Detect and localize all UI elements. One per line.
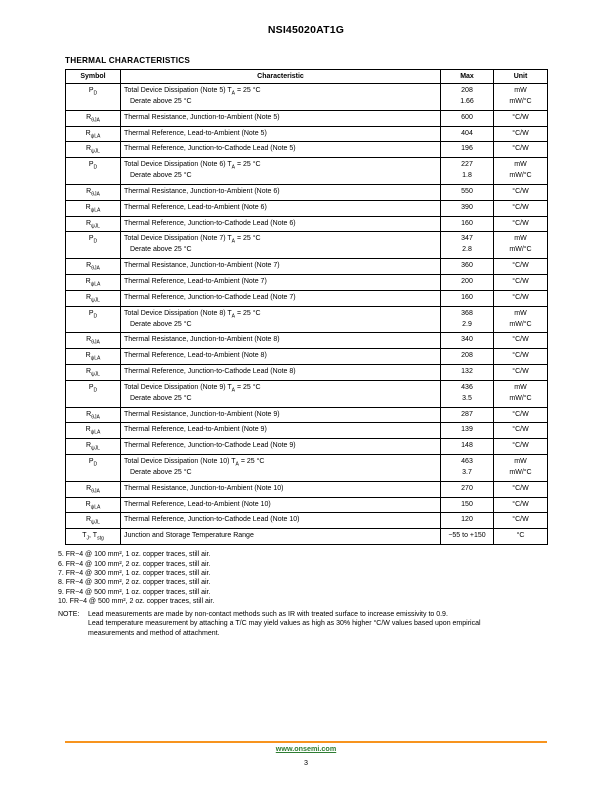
symbol-cell: $R_{\theta JA}$	[66, 259, 121, 275]
symbol-cell: $R_{\psi LA}$	[66, 349, 121, 365]
table-row	[66, 232, 548, 259]
symbol-cell: $P_D$	[66, 84, 121, 111]
table-row	[66, 333, 548, 349]
col-header-symbol: Symbol	[66, 70, 121, 84]
characteristic-cell: Thermal Resistance, Junction-to-Ambient (Note 10)	[121, 481, 441, 497]
symbol-cell: $R_{\theta JA}$	[66, 407, 121, 423]
table-row	[66, 200, 548, 216]
max-cell: 340	[441, 333, 494, 349]
symbol-cell: $R_{\psi JL}$	[66, 365, 121, 381]
characteristic-cell: Junction and Storage Temperature Range	[121, 529, 441, 545]
note-line: measurements and method of attachment.	[88, 629, 220, 637]
characteristic-cell: Total Device Dissipation (Note 7) $T_A = 25$ °C Derate above 25 °C	[121, 232, 441, 259]
characteristic-cell: Thermal Resistance, Junction-to-Ambient (Note 7)	[121, 259, 441, 275]
footnotes	[58, 550, 612, 607]
max-cell: 227 1.8	[441, 158, 494, 185]
max-cell: 270	[441, 481, 494, 497]
unit-cell: mW mW/°C	[494, 158, 548, 185]
characteristic-cell: Thermal Resistance, Junction-to-Ambient (Note 9)	[121, 407, 441, 423]
table-row	[66, 274, 548, 290]
table-row	[66, 216, 548, 232]
symbol-cell: $R_{\psi JL}$	[66, 142, 121, 158]
col-header-max: Max	[441, 70, 494, 84]
unit-cell: °C/W	[494, 333, 548, 349]
unit-cell: °C/W	[494, 142, 548, 158]
symbol-cell: $P_D$	[66, 455, 121, 482]
characteristic-cell: Thermal Reference, Lead-to-Ambient (Note 10)	[121, 497, 441, 513]
unit-cell: °C/W	[494, 349, 548, 365]
table-row	[66, 380, 548, 407]
characteristic-cell: Thermal Reference, Lead-to-Ambient (Note 6)	[121, 200, 441, 216]
table-row	[66, 110, 548, 126]
max-cell: 150	[441, 497, 494, 513]
unit-cell: °C/W	[494, 513, 548, 529]
symbol-cell: $P_D$	[66, 380, 121, 407]
max-cell: 208 1.66	[441, 84, 494, 111]
footer-website	[0, 738, 612, 756]
characteristic-cell: Total Device Dissipation (Note 10) $T_A = 25$ °C Derate above 25 °C	[121, 455, 441, 482]
unit-cell: °C/W	[494, 259, 548, 275]
note-label: NOTE:	[58, 610, 80, 618]
table-row	[66, 497, 548, 513]
max-cell: 196	[441, 142, 494, 158]
characteristic-cell: Thermal Reference, Junction-to-Cathode Lead (Note 8)	[121, 365, 441, 381]
characteristic-cell: Thermal Reference, Lead-to-Ambient (Note 7)	[121, 274, 441, 290]
table-row	[66, 158, 548, 185]
max-cell: 120	[441, 513, 494, 529]
footnote: 7. FR−4 @ 300 mm², 1 oz. copper traces, still air.	[58, 570, 211, 578]
unit-cell: mW mW/°C	[494, 84, 548, 111]
note-block	[58, 610, 550, 638]
symbol-cell: $R_{\psi JL}$	[66, 290, 121, 306]
unit-cell: °C/W	[494, 439, 548, 455]
characteristic-cell: Thermal Reference, Junction-to-Cathode Lead (Note 9)	[121, 439, 441, 455]
section-title: THERMAL CHARACTERISTICS	[65, 56, 190, 65]
table-row	[66, 529, 548, 545]
symbol-cell: $R_{\psi LA}$	[66, 126, 121, 142]
table-row	[66, 259, 548, 275]
col-header-unit: Unit	[494, 70, 548, 84]
symbol-cell: $R_{\theta JA}$	[66, 481, 121, 497]
symbol-cell: $R_{\theta JA}$	[66, 184, 121, 200]
max-cell: −55 to +150	[441, 529, 494, 545]
max-cell: 404	[441, 126, 494, 142]
unit-cell: °C/W	[494, 290, 548, 306]
symbol-cell: $R_{\psi LA}$	[66, 274, 121, 290]
table-row	[66, 184, 548, 200]
note-lines	[88, 610, 550, 638]
characteristic-cell: Thermal Reference, Junction-to-Cathode Lead (Note 5)	[121, 142, 441, 158]
max-cell: 360	[441, 259, 494, 275]
unit-cell: °C/W	[494, 365, 548, 381]
max-cell: 347 2.8	[441, 232, 494, 259]
table-row	[66, 142, 548, 158]
footnote: 5. FR−4 @ 100 mm², 1 oz. copper traces, still air.	[58, 551, 211, 559]
footnote: 10. FR−4 @ 500 mm², 2 oz. copper traces, still air.	[58, 598, 215, 606]
characteristic-cell: Total Device Dissipation (Note 9) $T_A = 25$ °C Derate above 25 °C	[121, 380, 441, 407]
max-cell: 148	[441, 439, 494, 455]
max-cell: 600	[441, 110, 494, 126]
table-row	[66, 126, 548, 142]
unit-cell: °C/W	[494, 274, 548, 290]
website-link[interactable]: www.onsemi.com	[275, 744, 337, 753]
characteristic-cell: Thermal Reference, Lead-to-Ambient (Note 9)	[121, 423, 441, 439]
table-row	[66, 349, 548, 365]
page-number: 3	[304, 758, 308, 767]
table-row	[66, 407, 548, 423]
unit-cell: °C	[494, 529, 548, 545]
max-cell: 208	[441, 349, 494, 365]
footnote: 6. FR−4 @ 100 mm², 2 oz. copper traces, still air.	[58, 560, 211, 568]
table-row	[66, 290, 548, 306]
symbol-cell: $P_D$	[66, 232, 121, 259]
characteristic-cell: Thermal Reference, Lead-to-Ambient (Note 8)	[121, 349, 441, 365]
symbol-cell: $R_{\psi JL}$	[66, 513, 121, 529]
characteristic-cell: Thermal Reference, Lead-to-Ambient (Note 5)	[121, 126, 441, 142]
table-row	[66, 455, 548, 482]
max-cell: 368 2.9	[441, 306, 494, 333]
table-row	[66, 439, 548, 455]
table-row	[66, 306, 548, 333]
thermal-table-body	[66, 84, 548, 545]
symbol-cell: $P_D$	[66, 306, 121, 333]
characteristic-cell: Total Device Dissipation (Note 5) $T_A = 25$ °C Derate above 25 °C	[121, 84, 441, 111]
unit-cell: °C/W	[494, 423, 548, 439]
symbol-cell: $R_{\theta JA}$	[66, 110, 121, 126]
unit-cell: mW mW/°C	[494, 455, 548, 482]
col-header-characteristic: Characteristic	[121, 70, 441, 84]
table-row	[66, 365, 548, 381]
characteristic-cell: Thermal Resistance, Junction-to-Ambient (Note 6)	[121, 184, 441, 200]
max-cell: 139	[441, 423, 494, 439]
unit-cell: °C/W	[494, 110, 548, 126]
symbol-cell: $T_J$, $T_{stg}$	[66, 529, 121, 545]
symbol-cell: $R_{\psi JL}$	[66, 216, 121, 232]
note-line: Lead measurements are made by non-contact methods such as IR with treated surface to increase emissivity to 0.9.	[88, 610, 448, 618]
unit-cell: °C/W	[494, 481, 548, 497]
max-cell: 287	[441, 407, 494, 423]
max-cell: 160	[441, 290, 494, 306]
characteristic-cell: Thermal Resistance, Junction-to-Ambient (Note 8)	[121, 333, 441, 349]
unit-cell: mW mW/°C	[494, 232, 548, 259]
table-header-row	[66, 70, 548, 84]
characteristic-cell: Total Device Dissipation (Note 8) $T_A = 25$ °C Derate above 25 °C	[121, 306, 441, 333]
unit-cell: °C/W	[494, 407, 548, 423]
thermal-characteristics-table	[65, 69, 548, 545]
unit-cell: °C/W	[494, 497, 548, 513]
footnote: 8. FR−4 @ 300 mm², 2 oz. copper traces, still air.	[58, 579, 211, 587]
unit-cell: °C/W	[494, 200, 548, 216]
footnote: 9. FR−4 @ 500 mm², 1 oz. copper traces, still air.	[58, 588, 211, 596]
note-line: Lead temperature measurement by attaching a T/C may yield values as high as 30% higher °C/W values based upon empirical	[88, 620, 481, 628]
table-row	[66, 513, 548, 529]
characteristic-cell: Total Device Dissipation (Note 6) $T_A = 25$ °C Derate above 25 °C	[121, 158, 441, 185]
unit-cell: mW mW/°C	[494, 306, 548, 333]
symbol-cell: $R_{\psi LA}$	[66, 423, 121, 439]
max-cell: 160	[441, 216, 494, 232]
characteristic-cell: Thermal Reference, Junction-to-Cathode Lead (Note 10)	[121, 513, 441, 529]
unit-cell: °C/W	[494, 216, 548, 232]
max-cell: 132	[441, 365, 494, 381]
symbol-cell: $R_{\psi JL}$	[66, 439, 121, 455]
max-cell: 200	[441, 274, 494, 290]
table-row	[66, 481, 548, 497]
unit-cell: °C/W	[494, 184, 548, 200]
symbol-cell: $R_{\psi LA}$	[66, 200, 121, 216]
document-title: NSI45020AT1G	[267, 24, 345, 36]
max-cell: 390	[441, 200, 494, 216]
max-cell: 550	[441, 184, 494, 200]
table-row	[66, 84, 548, 111]
characteristic-cell: Thermal Resistance, Junction-to-Ambient (Note 5)	[121, 110, 441, 126]
characteristic-cell: Thermal Reference, Junction-to-Cathode Lead (Note 7)	[121, 290, 441, 306]
symbol-cell: $R_{\psi LA}$	[66, 497, 121, 513]
max-cell: 463 3.7	[441, 455, 494, 482]
max-cell: 436 3.5	[441, 380, 494, 407]
symbol-cell: $R_{\theta JA}$	[66, 333, 121, 349]
unit-cell: °C/W	[494, 126, 548, 142]
characteristic-cell: Thermal Reference, Junction-to-Cathode Lead (Note 6)	[121, 216, 441, 232]
symbol-cell: $P_D$	[66, 158, 121, 185]
table-row	[66, 423, 548, 439]
unit-cell: mW mW/°C	[494, 380, 548, 407]
